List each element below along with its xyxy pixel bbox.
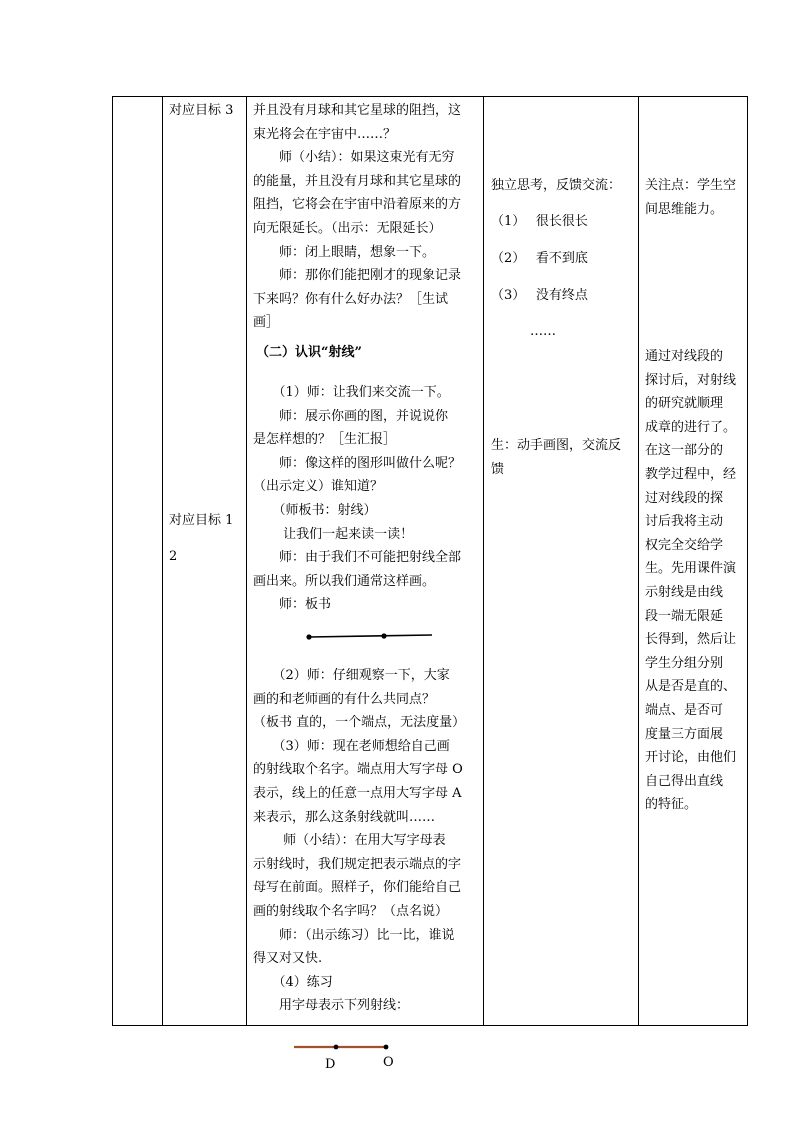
note-line: 权完全交给学 xyxy=(645,537,724,553)
section-title: （二）认识“射线” xyxy=(256,345,362,360)
student-answer-1: （1） 很长很长 xyxy=(491,214,588,229)
student-draw-line-1: 生：动手画图，交流反 xyxy=(491,438,622,453)
student-answer-2: （2） 看不到底 xyxy=(491,251,588,266)
objective-label-1: 对应目标 1 xyxy=(169,513,234,528)
note-line: 从是否是直的、 xyxy=(645,679,737,695)
table-bottom-border xyxy=(112,1025,748,1026)
table-right-border xyxy=(747,96,748,1026)
focus-point-line-2: 间思维能力。 xyxy=(645,201,724,217)
note-line: 生。先用课件演 xyxy=(645,561,737,577)
process-line: （3）师：现在老师想给自己画 xyxy=(253,738,450,754)
focus-point-line-1: 关注点：学生空 xyxy=(645,178,737,193)
process-line: 画］ xyxy=(253,315,280,331)
note-line: 的特征。 xyxy=(645,797,698,813)
process-line: 的射线取个名字。端点用大写字母 O xyxy=(253,762,463,778)
note-line: 教学过程中，经 xyxy=(645,467,737,482)
note-line: 讨后我将主动 xyxy=(645,514,724,530)
objective-label-2: 2 xyxy=(169,549,178,564)
process-line: 师：闭上眼睛，想象一下。 xyxy=(253,244,436,260)
process-line: 画的射线取个名字吗？（点名说） xyxy=(253,904,449,919)
note-line: 通过对线段的 xyxy=(645,349,724,364)
table-col-divider-3 xyxy=(483,96,484,1026)
process-line: 师：像这样的图形叫做什么呢？ xyxy=(253,455,462,471)
student-activity-intro: 独立思考，反馈交流： xyxy=(491,178,622,193)
note-line: 度量三方面展 xyxy=(645,726,724,742)
note-line: 在这一部分的 xyxy=(645,443,724,459)
exercise-label-d: D xyxy=(325,1057,336,1072)
table-top-border xyxy=(112,96,748,97)
process-line: 用字母表示下列射线： xyxy=(253,998,410,1014)
exercise-ray-point-d xyxy=(334,1045,339,1050)
process-line: （板书 直的，一个端点，无法度量） xyxy=(253,715,466,731)
table-col-divider-2 xyxy=(246,96,247,1026)
process-line: （师板书：射线） xyxy=(253,503,377,518)
ray-point xyxy=(381,633,386,638)
process-line: （出示定义）谁知道？ xyxy=(253,479,384,495)
process-line: 向无限延长。（出示：无限延长） xyxy=(253,221,442,236)
process-line: 得又对又快. xyxy=(253,951,323,967)
process-line: 并且没有月球和其它星球的阻挡，这 xyxy=(253,103,462,118)
note-line: 端点、是否可 xyxy=(645,703,724,718)
process-line: 的能量，并且没有月球和其它星球的 xyxy=(253,173,462,189)
student-answer-more: …… xyxy=(491,324,557,339)
note-line: 成章的进行了。 xyxy=(645,419,737,435)
process-line: 师：展示你画的图，并说说你 xyxy=(253,408,449,424)
process-line: 画出来。所以我们通常这样画。 xyxy=(253,573,436,589)
exercise-ray-endpoint-o xyxy=(384,1045,389,1050)
process-line: （2）师：仔细观察一下，大家 xyxy=(253,668,450,683)
ray-diagram xyxy=(300,628,440,644)
note-line: 过对线段的探 xyxy=(645,490,724,506)
exercise-label-o: O xyxy=(383,1055,394,1070)
process-line: 师：那你们能把刚才的现象记录 xyxy=(253,268,462,284)
student-answer-3: （3） 没有终点 xyxy=(491,288,588,303)
student-draw-line-2: 馈 xyxy=(491,461,505,477)
note-line: 的研究就顺理 xyxy=(645,396,724,412)
process-line: 师：由于我们不可能把射线全部 xyxy=(253,550,462,566)
process-line: 师：板书 xyxy=(253,597,332,613)
note-line: 示射线是由线 xyxy=(645,585,724,600)
note-line: 长得到，然后让 xyxy=(645,632,737,648)
process-line: （4）练习 xyxy=(253,974,333,990)
ray-line xyxy=(309,635,432,637)
process-line: 母写在前面。照样子，你们能给自己 xyxy=(253,880,462,896)
process-line: 是怎样想的？［生汇报］ xyxy=(253,432,397,448)
objective-label-3: 对应目标 3 xyxy=(169,103,234,118)
note-line: 自己得出直线 xyxy=(645,773,724,789)
process-line: 师（小结）：在用大写字母表 xyxy=(253,833,446,849)
note-line: 学生分组分别 xyxy=(645,655,724,671)
process-line: 下来吗？你有什么好办法？［生试 xyxy=(253,291,449,307)
process-line: 阻挡，它将会在宇宙中沿着原来的方 xyxy=(253,197,462,213)
ray-endpoint xyxy=(306,634,311,639)
process-line: 来表示，那么这条射线就叫…… xyxy=(253,809,436,825)
process-line: 表示，线上的任意一点用大写字母 A xyxy=(253,786,462,801)
process-line: 画的和老师画的有什么共同点？ xyxy=(253,691,436,707)
process-line: 示射线时，我们规定把表示端点的字 xyxy=(253,856,462,872)
process-line: 束光将会在宇宙中……？ xyxy=(253,126,397,142)
note-line: 段一端无限延 xyxy=(645,608,724,624)
note-line: 开讨论，由他们 xyxy=(645,750,737,766)
process-line: （1）师：让我们来交流一下。 xyxy=(253,385,450,400)
table-left-border xyxy=(112,96,113,1026)
process-line: 师：（出示练习）比一比，谁说 xyxy=(253,927,455,943)
note-line: 探讨后，对射线 xyxy=(645,372,737,388)
process-line: 让我们一起来读一读！ xyxy=(253,526,414,542)
table-col-divider-4 xyxy=(638,96,639,1026)
table-col-divider-1 xyxy=(162,96,163,1026)
process-line: 师（小结）：如果这束光有无穷 xyxy=(253,150,455,166)
